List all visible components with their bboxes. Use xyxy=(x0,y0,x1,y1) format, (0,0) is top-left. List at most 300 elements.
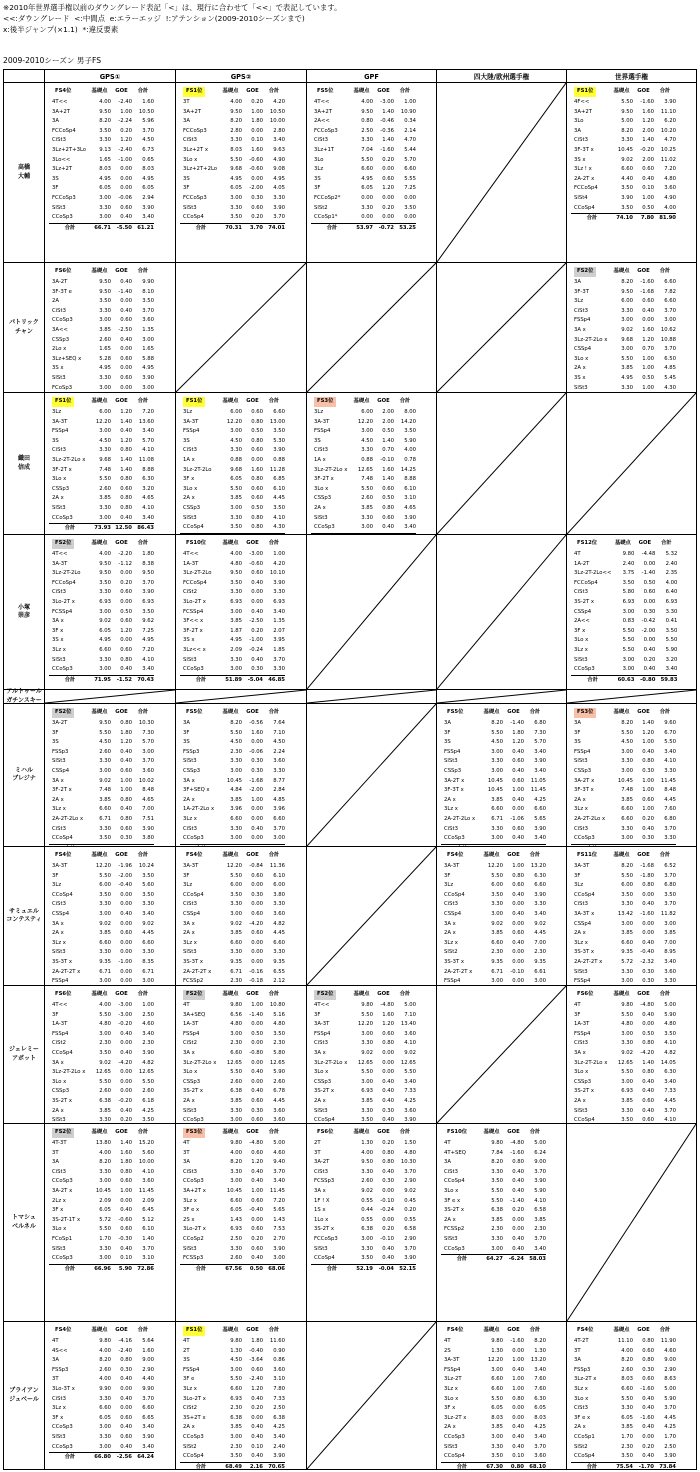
goe-value: -1.80 xyxy=(640,872,654,879)
element-code: 3Lo x xyxy=(444,1395,459,1402)
element-total: 3.90 xyxy=(273,447,285,454)
score-table xyxy=(571,538,677,685)
goe-value: 0.40 xyxy=(120,1030,132,1037)
base-value: 6.60 xyxy=(621,815,633,822)
element-row xyxy=(49,475,154,485)
element-total: 3.70 xyxy=(664,1107,676,1114)
base-value: 9.02 xyxy=(99,1059,111,1066)
element-total: 4.95 xyxy=(142,175,154,182)
goe-value: 0.40 xyxy=(120,1207,132,1214)
element-row xyxy=(180,656,285,666)
goe-value: 0.20 xyxy=(642,815,654,822)
element-row xyxy=(180,777,285,787)
column-header: 合計 xyxy=(268,398,280,405)
base-value: 2.30 xyxy=(230,748,242,755)
empty-cell xyxy=(567,1124,697,1322)
goe-value: 0.80 xyxy=(120,656,132,663)
rank-badge: FS12位 xyxy=(577,540,598,547)
element-total: 3.70 xyxy=(534,1168,546,1175)
element-row xyxy=(49,977,154,986)
column-header: 基礎点 xyxy=(613,991,630,998)
goe-value: -1.60 xyxy=(510,1338,524,1344)
base-value: 6.60 xyxy=(99,646,111,653)
element-code: CiSt3 xyxy=(52,1168,66,1175)
goe-value: 2.00 xyxy=(382,409,394,415)
goe-value: -0.10 xyxy=(380,456,394,463)
total-row xyxy=(441,1462,546,1470)
base-value: 3.00 xyxy=(99,214,111,221)
element-code: SlSt2 xyxy=(574,1443,588,1450)
element-code: 3A-3T xyxy=(574,863,590,869)
goe-value: 0.00 xyxy=(120,175,132,182)
base-value: 3.30 xyxy=(491,758,503,765)
element-row xyxy=(571,316,676,326)
base-value: 2.30 xyxy=(491,949,503,956)
goe-value: 0.40 xyxy=(120,666,132,673)
element-total: 1.00 xyxy=(404,99,416,105)
base-value: 5.50 xyxy=(622,637,635,644)
goe-value: 0.20 xyxy=(120,127,132,134)
base-value: 6.93 xyxy=(230,1395,242,1402)
element-total: 9.00 xyxy=(534,1159,546,1166)
element-row xyxy=(311,1068,416,1078)
goe-value: -0.24 xyxy=(380,1207,394,1214)
column-header: 合計 xyxy=(399,991,411,998)
element-code: SlSt3 xyxy=(183,1107,197,1114)
goe-value: 0.40 xyxy=(642,1395,654,1402)
element-row xyxy=(571,920,676,930)
element-row xyxy=(571,588,677,598)
element-total: 1.80 xyxy=(142,551,154,557)
goe-value: 0.40 xyxy=(642,901,654,908)
element-row xyxy=(441,1158,546,1168)
element-row xyxy=(571,117,676,127)
element-total: 5.55 xyxy=(404,175,416,182)
element-total: 8.88 xyxy=(404,476,416,483)
base-value: 3.85 xyxy=(230,495,242,502)
element-total: 1.40 xyxy=(142,1235,154,1242)
element-row xyxy=(441,1149,546,1159)
element-row xyxy=(571,579,677,589)
element-row xyxy=(441,1197,546,1207)
element-row xyxy=(571,1001,676,1011)
rank-badge: FS3位 xyxy=(574,708,596,718)
element-code: CSSp4 xyxy=(444,910,462,917)
goe-value: 0.40 xyxy=(382,524,394,531)
element-row xyxy=(571,968,676,978)
element-row xyxy=(441,1356,546,1366)
element-row xyxy=(49,608,154,618)
base-value: 12.20 xyxy=(357,418,373,425)
base-value: 0.83 xyxy=(622,618,635,625)
element-code: CSSp3 xyxy=(574,1078,592,1085)
base-value: 10.45 xyxy=(226,777,242,784)
total-goe: -5.50 xyxy=(111,223,132,233)
element-row xyxy=(441,881,546,891)
element-total: 6.60 xyxy=(404,166,416,173)
score-table xyxy=(441,707,546,847)
element-code: 3A+2T xyxy=(52,108,71,115)
goe-value: 0.00 xyxy=(512,1414,524,1421)
element-code: 3S x xyxy=(52,365,64,372)
element-code: 3Lo-2T x xyxy=(52,598,75,605)
base-value: 3.00 xyxy=(99,317,111,324)
goe-value: 0.40 xyxy=(512,1433,524,1440)
element-code: CCoSp4 xyxy=(444,1178,465,1185)
base-value: 3.30 xyxy=(491,1235,503,1242)
goe-value: 1.80 xyxy=(512,729,524,736)
element-code: 1A-2T-2Lo x xyxy=(183,806,215,813)
element-total: 3.40 xyxy=(142,1424,154,1431)
element-row xyxy=(49,98,154,108)
column-header: GOE xyxy=(246,88,259,95)
element-total: 4.70 xyxy=(664,137,676,144)
base-value: 3.50 xyxy=(230,1453,242,1460)
base-value: 9.50 xyxy=(99,108,111,115)
score-table xyxy=(571,850,676,986)
goe-value: 0.20 xyxy=(120,1117,132,1124)
element-row xyxy=(180,127,285,137)
goe-value: 0.00 xyxy=(120,185,132,192)
score-cell xyxy=(176,1322,307,1470)
goe-value: 0.60 xyxy=(120,355,132,362)
total-label: 合計 xyxy=(180,223,219,233)
element-total: 3.90 xyxy=(142,589,154,596)
element-row xyxy=(180,175,285,185)
base-value: 9.02 xyxy=(491,920,503,927)
column-header: 合計 xyxy=(137,991,149,998)
element-row xyxy=(180,1168,285,1178)
element-total: 4.25 xyxy=(534,796,546,803)
goe-value: 0.00 xyxy=(120,1078,132,1085)
element-code: 3F xyxy=(314,1011,321,1018)
element-total: 10.00 xyxy=(269,118,285,125)
base-value: 6.05 xyxy=(361,185,373,192)
element-row xyxy=(441,977,546,986)
base-value: 0.55 xyxy=(361,1216,373,1223)
element-total: 3.60 xyxy=(273,1366,285,1373)
goe-value: 0.20 xyxy=(642,1443,654,1450)
rank-badge: FS4位 xyxy=(55,88,72,95)
column-header: 合計 xyxy=(529,1129,541,1136)
total-base: 52.19 xyxy=(350,1264,373,1274)
base-value: 6.05 xyxy=(230,185,242,192)
element-row xyxy=(441,1395,546,1405)
goe-value: 1.20 xyxy=(382,185,394,192)
element-code: 3S xyxy=(574,739,581,746)
goe-value: -0.24 xyxy=(249,646,263,653)
rank-badge: FS6位 xyxy=(55,268,72,275)
element-row xyxy=(311,1139,416,1149)
element-code: FCCoSp4 xyxy=(574,579,598,586)
skater-name: パトリック チャン xyxy=(3,263,45,393)
score-cell xyxy=(437,847,567,986)
element-total: 3.00 xyxy=(142,384,154,391)
element-code: FSSp3 xyxy=(52,748,69,755)
goe-value: 0.20 xyxy=(251,1405,263,1412)
element-code: CSSp4 xyxy=(183,910,201,917)
element-total: 2.30 xyxy=(534,1226,546,1233)
goe-value: 1.40 xyxy=(642,1059,654,1066)
goe-value: -2.50 xyxy=(118,326,132,333)
column-header: 合計 xyxy=(659,268,671,275)
element-row xyxy=(441,920,546,930)
element-row xyxy=(49,1187,154,1197)
element-total: 6.61 xyxy=(534,968,546,975)
element-code: SlSt3 xyxy=(444,1235,458,1242)
element-code: FSSp3 xyxy=(574,1366,591,1373)
total-goe: 5.90 xyxy=(111,1264,132,1274)
goe-value: 1.20 xyxy=(120,739,132,746)
note-line: <<:ダウングレード <:中間点 e:エラーエッジ !:アテンション(2009-2010シーズンまで) xyxy=(3,14,305,23)
base-value: 3.00 xyxy=(230,1030,242,1037)
element-code: FCCoSp3 xyxy=(314,127,338,134)
element-total: 3.40 xyxy=(142,1443,154,1450)
goe-value: 0.40 xyxy=(512,1187,524,1194)
goe-value: 0.30 xyxy=(120,1366,132,1373)
total-score: 86.43 xyxy=(132,524,154,534)
element-code: 3T xyxy=(183,99,190,105)
element-row xyxy=(49,384,154,393)
element-total: 2.24 xyxy=(273,748,285,755)
base-value: 8.20 xyxy=(230,118,242,125)
goe-value: 1.40 xyxy=(120,456,132,463)
goe-value: 0.60 xyxy=(642,298,654,305)
total-base: 73.93 xyxy=(88,524,111,534)
element-code: 4T<< xyxy=(183,551,199,557)
element-code: 3Lo x xyxy=(52,1226,67,1233)
goe-value: -1.40 xyxy=(249,1011,263,1018)
element-total: 4.25 xyxy=(273,1424,285,1431)
goe-value: 0.00 xyxy=(120,166,132,173)
element-code: 3S-2T x xyxy=(183,1088,204,1095)
element-code: 3A x xyxy=(444,920,456,927)
base-value: 2.40 xyxy=(622,560,635,567)
element-code: 3A xyxy=(52,1357,59,1364)
element-row xyxy=(311,213,416,223)
column-header: GOE xyxy=(507,1129,520,1136)
base-value: 6.60 xyxy=(230,1049,242,1056)
goe-value: -1.96 xyxy=(118,863,132,869)
element-row xyxy=(49,278,154,288)
goe-value: 0.30 xyxy=(251,891,263,898)
element-code: 4T xyxy=(183,1140,190,1146)
base-value: 3.30 xyxy=(99,204,111,211)
element-row xyxy=(180,156,285,166)
goe-value: 0.40 xyxy=(642,1107,654,1114)
base-value: 5.50 xyxy=(361,1011,373,1018)
element-total: 3.50 xyxy=(665,627,678,634)
element-code: 2A x xyxy=(444,930,456,937)
element-total: 9.00 xyxy=(664,1357,676,1364)
element-code: CiSt3 xyxy=(52,589,66,596)
element-total: 3.50 xyxy=(142,891,154,898)
element-total: 3.90 xyxy=(142,374,154,381)
element-row xyxy=(180,446,285,456)
element-total: 4.10 xyxy=(142,656,154,663)
element-row xyxy=(571,598,677,608)
base-value: 4.00 xyxy=(99,1347,111,1354)
goe-value: 0.60 xyxy=(251,1197,263,1204)
goe-value: 0.40 xyxy=(120,307,132,314)
base-value: 5.50 xyxy=(99,1011,111,1018)
column-header: 合計 xyxy=(659,1327,671,1334)
rank-badge: FS4位 xyxy=(447,1327,464,1334)
goe-value: 1.40 xyxy=(382,108,394,115)
score-cell xyxy=(45,986,176,1124)
goe-value: -1.60 xyxy=(640,910,654,917)
element-code: 2A x xyxy=(314,504,326,511)
element-total: 3.60 xyxy=(404,1030,416,1037)
element-code: 3Lz+1T xyxy=(314,146,335,153)
element-total: 3.40 xyxy=(534,910,546,917)
base-value: 6.00 xyxy=(361,409,373,415)
element-code: SlSt3 xyxy=(52,1433,66,1440)
total-row xyxy=(49,1453,154,1463)
score-cell xyxy=(176,986,307,1124)
element-code: 3S-2T-1T x xyxy=(52,1216,81,1223)
element-total: 10.30 xyxy=(400,1159,416,1166)
element-row xyxy=(49,204,154,214)
goe-value: 0.40 xyxy=(120,1049,132,1056)
element-code: 3Lo x xyxy=(183,485,198,492)
element-code: 4T<< xyxy=(52,551,68,557)
element-row xyxy=(571,1020,676,1030)
score-cell xyxy=(45,393,176,535)
element-row xyxy=(571,900,676,910)
base-value: 4.84 xyxy=(230,787,242,794)
score-cell xyxy=(437,1322,567,1470)
base-value: 9.13 xyxy=(99,146,111,153)
empty-cell xyxy=(437,393,567,535)
element-code: 3S x xyxy=(574,374,586,381)
element-total: 12.65 xyxy=(269,1059,285,1066)
element-total: 4.60 xyxy=(664,1347,676,1354)
base-value: 3.00 xyxy=(361,524,373,531)
goe-value: 0.80 xyxy=(120,815,132,822)
goe-value: 0.60 xyxy=(251,1149,263,1156)
element-row xyxy=(571,617,677,627)
element-code: 3A-2T xyxy=(52,279,68,285)
element-code: 2A x xyxy=(574,1424,586,1431)
base-value: 8.20 xyxy=(99,1357,111,1364)
results-grid xyxy=(3,69,697,1470)
goe-value: 0.00 xyxy=(120,891,132,898)
element-code: CCoSp4 xyxy=(314,1255,335,1262)
goe-value: 0.40 xyxy=(382,1168,394,1175)
element-total: 5.45 xyxy=(664,374,676,381)
goe-value: 0.00 xyxy=(643,560,656,567)
total-goe: 0.80 xyxy=(503,1462,524,1470)
goe-value: 0.30 xyxy=(251,758,263,765)
column-header: 合計 xyxy=(137,1129,149,1136)
column-header: 基礎点 xyxy=(91,398,108,405)
base-value: 3.96 xyxy=(230,806,242,813)
element-total: 3.96 xyxy=(273,806,285,813)
goe-value: 0.30 xyxy=(120,835,132,842)
goe-value: 0.60 xyxy=(382,514,394,521)
element-code: CiSt3 xyxy=(52,1395,66,1402)
goe-value: -4.16 xyxy=(118,1338,132,1344)
total-row xyxy=(49,524,154,534)
element-total: 9.02 xyxy=(142,920,154,927)
score-table xyxy=(49,850,154,986)
empty-slash xyxy=(567,690,696,703)
goe-value: -0.06 xyxy=(118,194,132,201)
total-score: 59.83 xyxy=(655,675,677,685)
element-row xyxy=(311,1116,416,1124)
element-row xyxy=(49,1375,154,1385)
element-code: CSSp4 xyxy=(52,767,70,774)
base-value: 12.20 xyxy=(357,1021,373,1028)
element-code: FSSp4 xyxy=(314,428,331,435)
element-total: 3.60 xyxy=(142,317,154,324)
element-total: 3.00 xyxy=(273,835,285,842)
element-total: 15.20 xyxy=(138,1140,154,1146)
base-value: 3.30 xyxy=(621,1107,633,1114)
element-total: 3.90 xyxy=(273,1453,285,1460)
element-total: 6.10 xyxy=(404,485,416,492)
element-code: 2A xyxy=(52,298,59,305)
element-row xyxy=(311,194,416,204)
column-header: 基礎点 xyxy=(222,1129,239,1136)
element-row xyxy=(49,418,154,428)
goe-value: 0.20 xyxy=(512,1207,524,1214)
base-value: 8.03 xyxy=(99,166,111,173)
element-total: 3.70 xyxy=(142,758,154,765)
element-row xyxy=(571,355,676,365)
goe-value: 0.80 xyxy=(120,476,132,483)
element-code: CCoSp1 xyxy=(574,1433,595,1440)
base-value: 3.85 xyxy=(230,618,242,625)
goe-value: -0.40 xyxy=(118,882,132,889)
base-value: 3.00 xyxy=(621,346,633,353)
base-value: 8.20 xyxy=(621,127,633,134)
base-value: 2.60 xyxy=(361,1178,373,1185)
element-row xyxy=(571,891,676,901)
goe-value: 0.40 xyxy=(642,1011,654,1018)
element-row xyxy=(571,184,676,194)
base-value: 10.45 xyxy=(226,1187,242,1194)
column-header: 合計 xyxy=(659,852,671,859)
base-value: 3.30 xyxy=(230,825,242,832)
element-row xyxy=(571,872,676,882)
element-total: 5.50 xyxy=(404,1069,416,1076)
element-code: 3Lz xyxy=(52,409,62,415)
base-value: 6.38 xyxy=(491,1207,503,1214)
element-code: 3F x xyxy=(574,627,586,634)
element-row xyxy=(49,1011,154,1021)
element-row xyxy=(49,968,154,978)
element-row xyxy=(571,608,677,618)
goe-value: 0.00 xyxy=(251,958,263,965)
score-cell xyxy=(45,847,176,986)
element-code: CCoSp3 xyxy=(444,835,465,842)
goe-value: 0.00 xyxy=(251,739,263,746)
element-row xyxy=(571,1375,676,1385)
base-value: 3.30 xyxy=(99,589,111,596)
element-code: 3A x xyxy=(183,777,195,784)
element-total: 9.62 xyxy=(142,618,154,625)
goe-value: 0.60 xyxy=(642,166,654,173)
base-value: 6.60 xyxy=(361,166,373,173)
total-row xyxy=(311,223,416,233)
element-row xyxy=(180,729,285,739)
element-row xyxy=(180,1404,285,1414)
element-row xyxy=(571,336,676,346)
total-score: 52.15 xyxy=(394,1264,416,1274)
total-goe: -0.72 xyxy=(373,223,394,233)
